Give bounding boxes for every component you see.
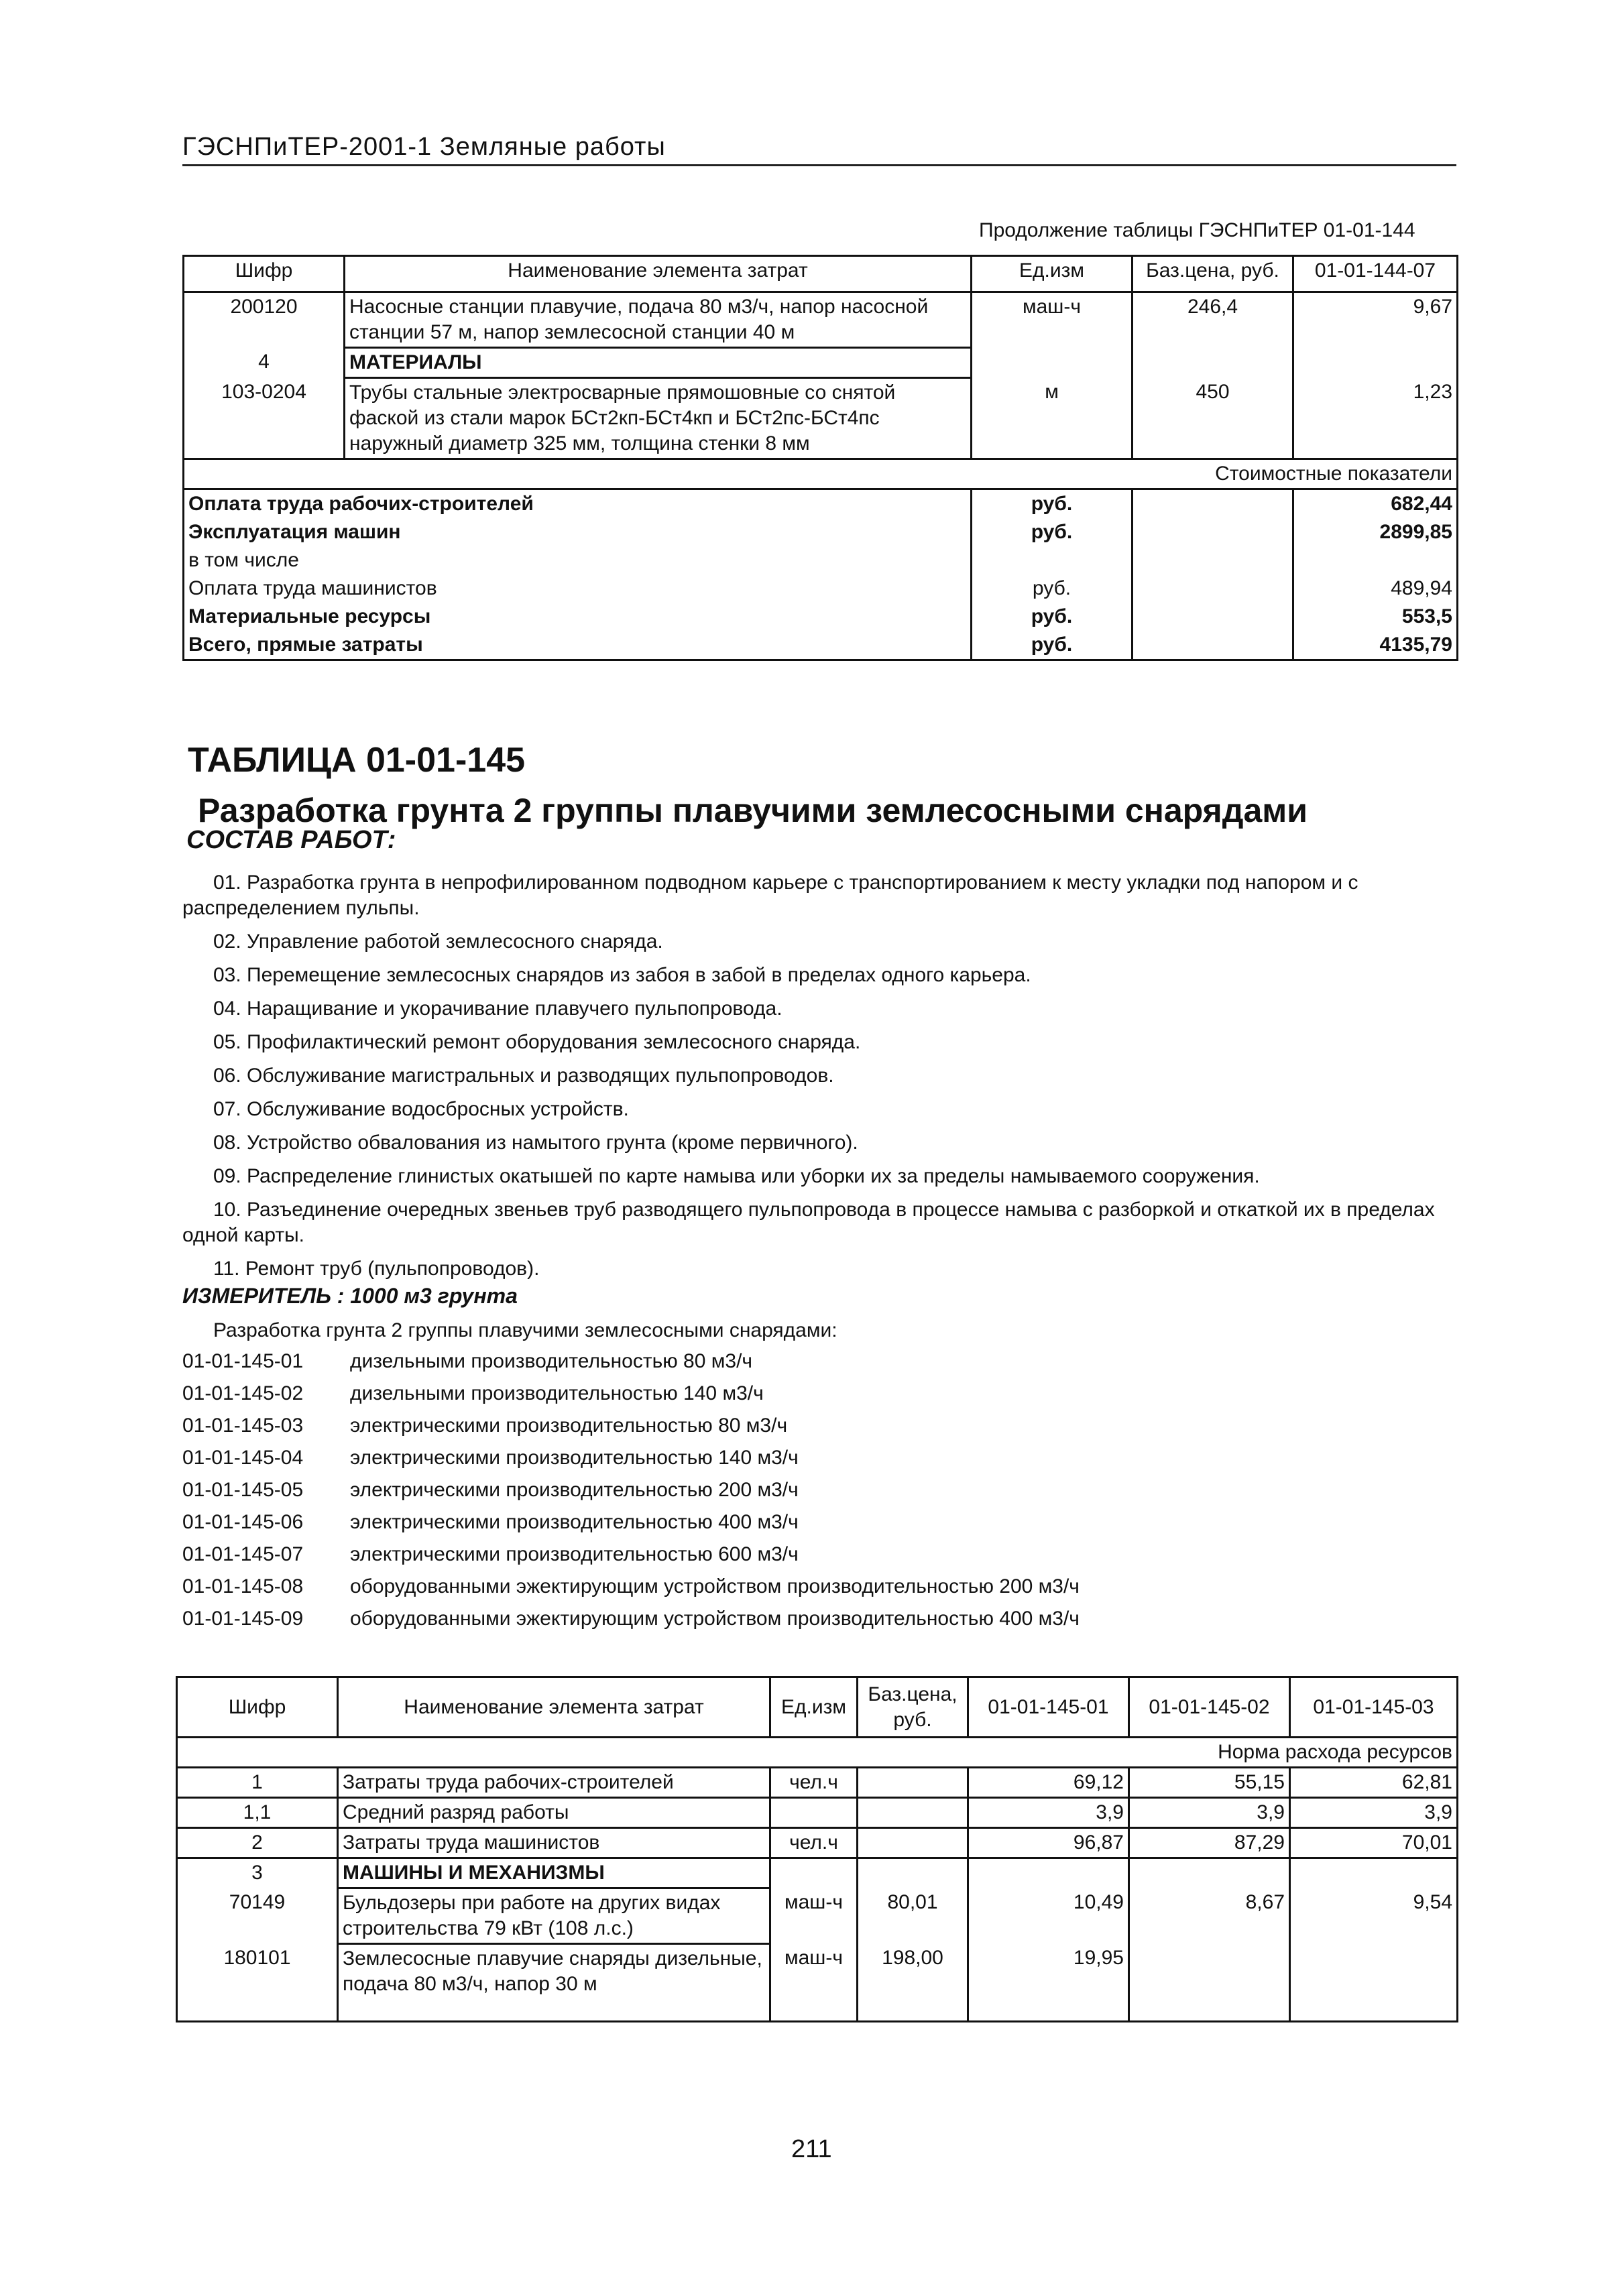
- col-code-header: Шифр: [177, 1677, 338, 1738]
- works-heading: СОСТАВ РАБОТ:: [186, 826, 396, 854]
- list-item: 01-01-145-05 электрическими производительностью 200 м3/ч: [182, 1479, 799, 1501]
- table-row: Оплата труда рабочих-строителей руб. 682,44: [184, 489, 1458, 519]
- list-item: 03. Перемещение землесосных снарядов из забоя в забой в пределах одного карьера.: [213, 964, 1031, 986]
- table-row: 103-0204 Трубы стальные электросварные прямошовные со снятой фаской из стали марок БСт2кп-БСт4кп и БСт2пс-БСт4пс наружный диаметр 325 мм, толщина стенки 8 мм м 450 1,23: [184, 378, 1458, 459]
- table-row: в том числе: [184, 546, 1458, 575]
- table-row: 200120 Насосные станции плавучие, подача 80 м3/ч, напор насосной станции 57 м, напор землесосной станции 40 м маш-ч 246,4 9,67: [184, 292, 1458, 348]
- list-item: 05. Профилактический ремонт оборудования землесосного снаряда.: [213, 1031, 861, 1053]
- works-list: [182, 870, 1463, 1290]
- col-unit-header: Ед.изм: [972, 256, 1133, 292]
- table-row: 3 МАШИНЫ И МЕХАНИЗМЫ: [177, 1858, 1458, 1888]
- list-item: 01-01-145-01 дизельными производительностью 80 м3/ч: [182, 1350, 753, 1372]
- running-header: ГЭСНПиТЕР-2001-1 Земляные работы: [182, 133, 1456, 166]
- table-row: Материальные ресурсы руб. 553,5: [184, 603, 1458, 631]
- table-row: Всего, прямые затраты руб. 4135,79: [184, 631, 1458, 660]
- col-price-header: Баз.цена, руб.: [1133, 256, 1293, 292]
- list-item: 10. Разъединение очередных звеньев труб разводящего пульпопровода в процессе намыва с разборкой и откаткой их в пределах одной карты.: [182, 1199, 1435, 1246]
- code-list: [182, 1350, 1080, 1640]
- table-row: 70149 Бульдозеры при работе на других видах строительства 79 кВт (108 л.с.) маш-ч 80,01 10,49 8,67 9,54: [177, 1888, 1458, 1944]
- list-item: 01-01-145-03 электрическими производительностью 80 м3/ч: [182, 1414, 788, 1437]
- list-item: 01-01-145-02 дизельными производительностью 140 м3/ч: [182, 1382, 764, 1404]
- list-item: 11. Ремонт труб (пульпопроводов).: [213, 1258, 540, 1280]
- list-item: 06. Обслуживание магистральных и разводящих пульпопроводов.: [213, 1065, 834, 1087]
- table-row: 2 Затраты труда машинистов чел.ч 96,87 87,29 70,01: [177, 1828, 1458, 1858]
- col-c1-header: 01-01-145-01: [968, 1677, 1129, 1738]
- list-item: 01-01-145-09 оборудованными эжектирующим устройством производительностью 400 м3/ч: [182, 1608, 1080, 1630]
- list-item: 04. Наращивание и укорачивание плавучего пульпопровода.: [213, 998, 782, 1020]
- col-price-header: Баз.цена, руб.: [858, 1677, 968, 1738]
- continuation-note: Продолжение таблицы ГЭСНПиТЕР 01-01-144: [979, 219, 1415, 241]
- table-subtitle: Разработка грунта 2 группы плавучими землесосными снарядами: [198, 792, 1308, 829]
- list-item: 07. Обслуживание водосбросных устройств.: [213, 1098, 629, 1120]
- col-value-header: 01-01-144-07: [1293, 256, 1458, 292]
- table-row: 1 Затраты труда рабочих-строителей чел.ч 69,12 55,15 62,81: [177, 1768, 1458, 1798]
- list-item: 08. Устройство обвалования из намытого грунта (кроме первичного).: [213, 1132, 858, 1154]
- list-item: 01-01-145-06 электрическими производительностью 400 м3/ч: [182, 1511, 799, 1533]
- resource-table-144: [182, 255, 1458, 661]
- list-item: 01-01-145-07 электрическими производительностью 600 м3/ч: [182, 1543, 799, 1565]
- table-title: ТАБЛИЦА 01-01-145: [188, 741, 526, 780]
- page-number: 211: [791, 2135, 832, 2163]
- cost-header: Стоимостные показатели: [184, 459, 1458, 489]
- list-item: 01. Разработка грунта в непрофилированном подводном карьере с транспортированием к месту укладки под напором и с распределением пульпы.: [182, 871, 1358, 919]
- list-item: 09. Распределение глинистых окатышей по карте намыва или уборки их за пределы намываемого сооружения.: [213, 1165, 1260, 1187]
- col-c2-header: 01-01-145-02: [1129, 1677, 1290, 1738]
- col-c3-header: 01-01-145-03: [1290, 1677, 1458, 1738]
- norm-header: Норма расхода ресурсов: [177, 1738, 1458, 1768]
- table-row: 4 МАТЕРИАЛЫ: [184, 348, 1458, 378]
- table-row: 1,1 Средний разряд работы 3,9 3,9 3,9: [177, 1798, 1458, 1828]
- col-name-header: Наименование элемента затрат: [338, 1677, 770, 1738]
- col-code-header: Шифр: [184, 256, 345, 292]
- list-item: 01-01-145-04 электрическими производительностью 140 м3/ч: [182, 1447, 799, 1469]
- measure-unit: ИЗМЕРИТЕЛЬ : 1000 м3 грунта: [182, 1284, 518, 1308]
- table-row: 180101 Землесосные плавучие снаряды дизельные, подача 80 м3/ч, напор 30 м маш-ч 198,00 19,95: [177, 1944, 1458, 2022]
- table-row: Эксплуатация машин руб. 2899,85: [184, 518, 1458, 546]
- list-item: 02. Управление работой землесосного снаряда.: [213, 930, 663, 953]
- table-row: Оплата труда машинистов руб. 489,94: [184, 575, 1458, 603]
- measure-subtitle: Разработка грунта 2 группы плавучими землесосными снарядами:: [213, 1319, 837, 1341]
- col-name-header: Наименование элемента затрат: [345, 256, 972, 292]
- resource-table-145: [176, 1676, 1458, 2022]
- list-item: 01-01-145-08 оборудованными эжектирующим устройством производительностью 200 м3/ч: [182, 1575, 1080, 1597]
- col-unit-header: Ед.изм: [770, 1677, 858, 1738]
